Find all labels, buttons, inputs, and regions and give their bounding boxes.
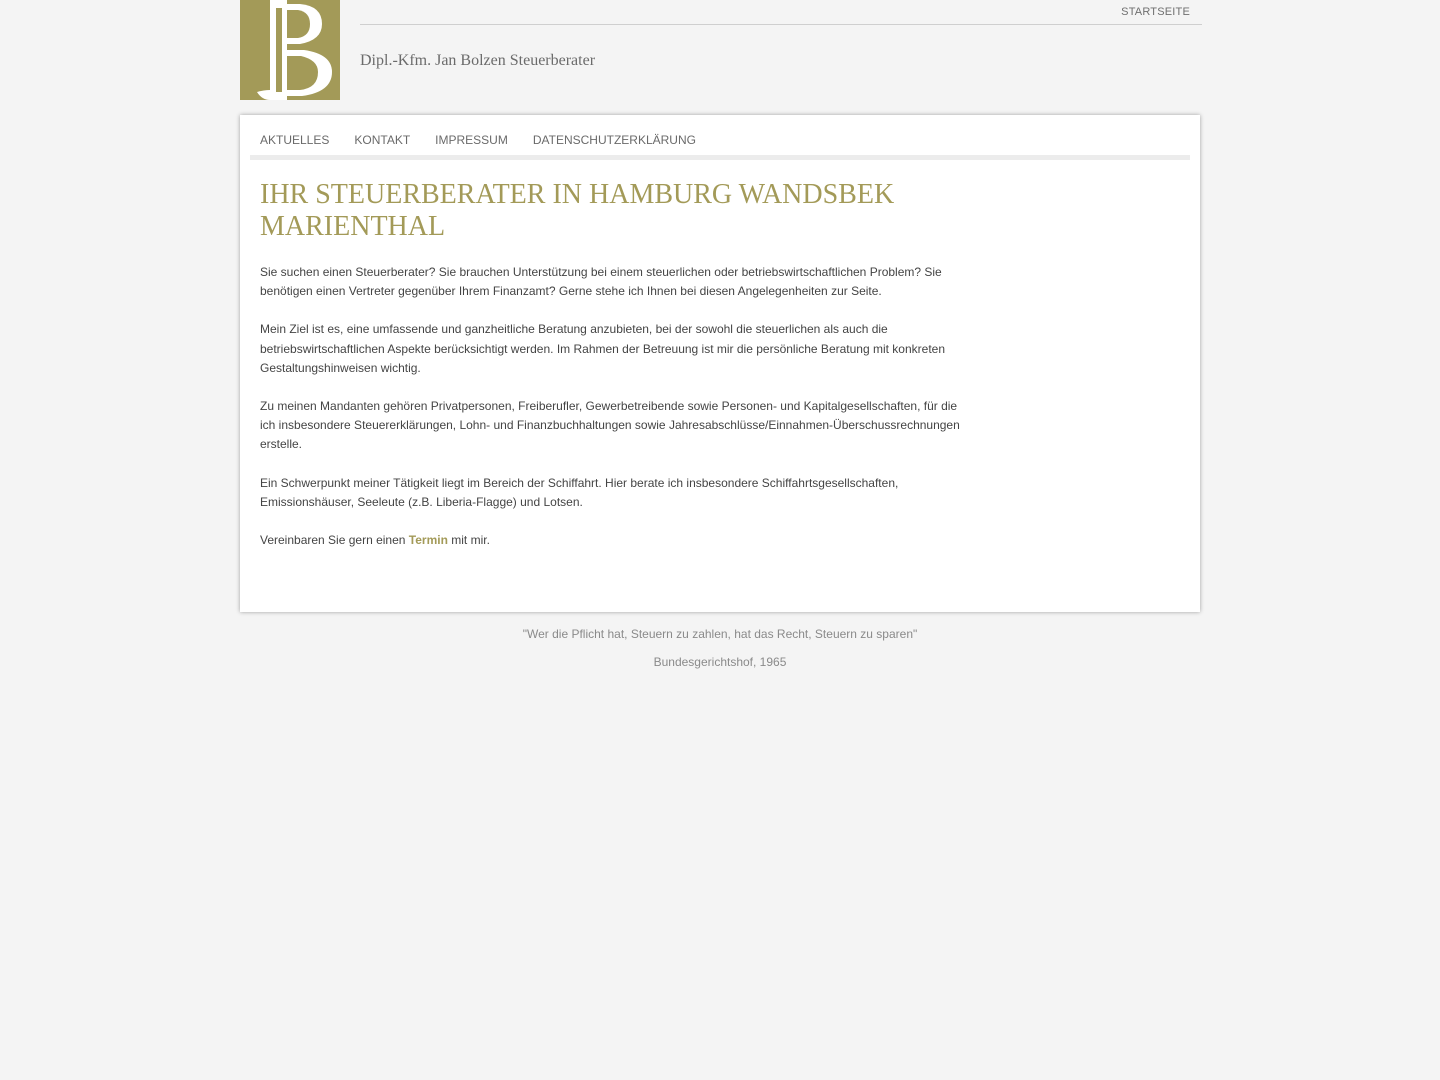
main-nav-list bbox=[250, 115, 1190, 147]
paragraph-goal: Mein Ziel ist es, eine umfassende und ganzheitliche Beratung anzubieten, bei der sowohl die steuerlichen als auch die betriebswirtschaftlichen Aspekte berücksichtigt werden. Im Rahmen der Betreuung ist mir die persönliche Beratung mit konkreten Gestaltungshinweisen wichtig. bbox=[260, 322, 946, 375]
main-navigation bbox=[250, 115, 1190, 160]
site-title: Dipl.-Kfm. Jan Bolzen Steuerberater bbox=[360, 52, 596, 69]
paragraph-intro: Sie suchen einen Steuerberater? Sie brauchen Unterstützung bei einem steuerlichen oder betriebswirtschaftlichen Problem? Sie benötigen einen Vertreter gegenüber Ihrem Finanzamt? Gerne stehe ich Ihnen bei diesen Angelegenheiten zur Seite. bbox=[260, 265, 942, 299]
nav-item-datenschutzerklaerung[interactable]: DATENSCHUTZERKLÄRUNG bbox=[532, 133, 696, 147]
content-box bbox=[240, 115, 1200, 612]
header-divider bbox=[360, 24, 1202, 25]
cta-prefix: Vereinbaren Sie gern einen bbox=[260, 533, 409, 548]
nav-item-kontakt[interactable]: KONTAKT bbox=[354, 133, 411, 147]
paragraph-cta bbox=[260, 531, 965, 550]
footer-quote-source: Bundesgerichtshof, 1965 bbox=[653, 655, 787, 669]
cta-suffix: mit mir. bbox=[447, 533, 490, 548]
paragraph-focus: Ein Schwerpunkt meiner Tätigkeit liegt im Bereich der Schiffahrt. Hier berate ich insbesondere Schiffahrtsgesellschaften, Emissionshäuser, Seeleute (z.B. Liberia-Flagge) und Lotsen. bbox=[260, 475, 899, 509]
page-headline: IHR STEUERBERATER IN HAMBURG WANDSBEK MARIENTHAL bbox=[260, 179, 895, 242]
paragraph-clients: Zu meinen Mandanten gehören Privatpersonen, Freiberufler, Gewerbetreibende sowie Personen- und Kapitalgesellschaften, für die ich insbesondere Steuererklärungen, Lohn- und Finanzbuchhaltungen sowie Jahresabschlüsse/Einnahmen-Überschussrechnungen erstelle. bbox=[260, 399, 960, 452]
article-body bbox=[260, 263, 965, 569]
logo-graphic bbox=[240, 0, 340, 100]
appointment-link[interactable]: Termin bbox=[408, 533, 448, 548]
nav-link-startseite[interactable]: STARTSEITE bbox=[1121, 6, 1190, 18]
nav-item-aktuelles[interactable]: AKTUELLES bbox=[260, 133, 330, 147]
jb-monogram-logo[interactable] bbox=[240, 0, 340, 100]
nav-item-impressum[interactable]: IMPRESSUM bbox=[435, 133, 508, 147]
footer-quote: "Wer die Pflicht hat, Steuern zu zahlen, hat das Recht, Steuern zu sparen" bbox=[522, 627, 918, 641]
